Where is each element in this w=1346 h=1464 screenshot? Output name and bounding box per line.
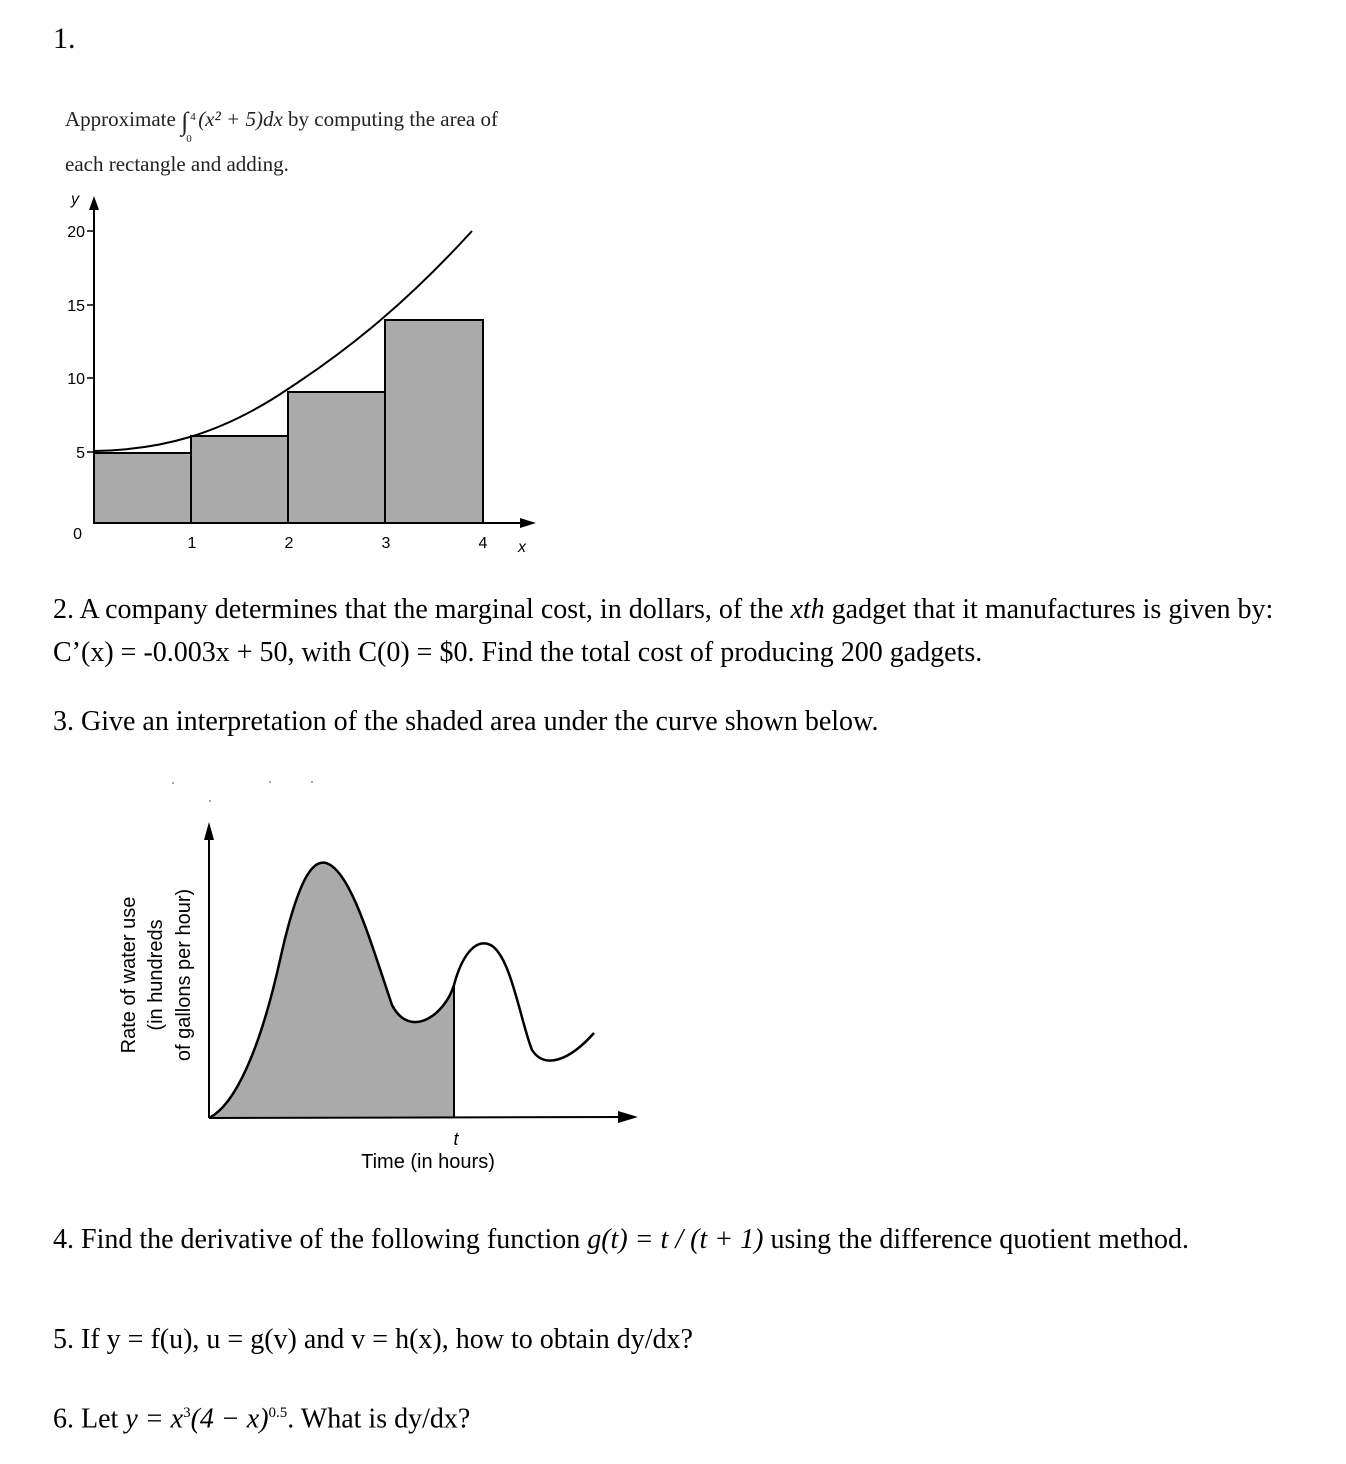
y-axis-label-line1: Rate of water use	[118, 896, 140, 1054]
q2-emphasis: xth	[790, 594, 825, 625]
x-axis-arrow-icon	[618, 1111, 638, 1123]
riemann-sum-chart	[40, 180, 560, 570]
integral-sign: ∫	[181, 107, 189, 136]
x-axis-label: Time (in hours)	[361, 1151, 495, 1173]
x-axis-label: x	[518, 539, 526, 556]
q6-suffix: . What is dy/dx?	[287, 1403, 471, 1435]
question-1-number: 1.	[53, 22, 76, 55]
y-tick-10: 10	[67, 371, 85, 388]
q2-text-cont: gadget that it manufactures is given by: C’(x) = -0.003x + 50, with C(0) = $0. Find the total cost of producing 200 gadgets.	[53, 594, 1274, 668]
y-tick-0: 0	[73, 526, 82, 543]
bar-2	[191, 436, 288, 523]
rectangles	[94, 320, 483, 523]
question-4	[53, 1218, 1313, 1261]
t-label: t	[453, 1129, 459, 1149]
prompt-text: by computing the area of	[288, 107, 498, 131]
q6-formula: y = x	[125, 1403, 184, 1435]
q4-text-cont: using the difference quotient method.	[763, 1224, 1190, 1255]
q6-exponent-2: 0.5	[268, 1405, 288, 1421]
integral-limits	[186, 106, 198, 145]
lower-limit: 0	[186, 133, 192, 145]
question-6	[53, 1392, 1313, 1440]
q4-text: 4. Find the derivative of the following function	[53, 1224, 588, 1255]
x-tick-3: 3	[381, 535, 391, 552]
question-3: 3. Give an interpretation of the shaded area under the curve shown below.	[53, 706, 879, 737]
y-axis-arrow-icon	[89, 196, 99, 210]
water-use-chart	[100, 760, 660, 1190]
y-axis-label-line3: of gallons per hour)	[173, 888, 195, 1062]
prompt-text: Approximate	[65, 107, 176, 131]
q2-text: 2. A company determines that the marginal cost, in dollars, of the	[53, 594, 791, 625]
y-tick-5: 5	[76, 445, 85, 462]
bar-4	[385, 320, 483, 523]
prompt-text-line2: each rectangle and adding.	[65, 152, 289, 176]
bar-3	[288, 392, 385, 523]
question-2	[53, 588, 1313, 674]
x-axis	[209, 1117, 625, 1118]
upper-limit: 4	[190, 111, 196, 123]
q6-exponent-1: 3	[183, 1405, 191, 1421]
y-axis-label: y	[71, 191, 79, 208]
shaded-area	[209, 863, 454, 1118]
q6-prefix: 6. Let	[53, 1403, 126, 1435]
y-axis-label-line2: (in hundreds	[145, 919, 167, 1031]
y-tick-15: 15	[67, 298, 85, 315]
x-tick-2: 2	[284, 535, 294, 552]
x-tick-4: 4	[478, 535, 488, 552]
integrand: (x² + 5)dx	[198, 107, 283, 131]
question-1-prompt	[65, 98, 625, 185]
x-tick-1: 1	[187, 535, 197, 552]
y-tick-20: 20	[67, 224, 85, 241]
q6-formula-mid: (4 − x)	[190, 1403, 269, 1435]
x-axis-arrow-icon	[520, 518, 536, 528]
q4-function: g(t) = t / (t + 1)	[587, 1224, 764, 1255]
question-5: 5. If y = f(u), u = g(v) and v = h(x), how to obtain dy/dx?	[53, 1324, 693, 1355]
y-axis-arrow-icon	[204, 822, 214, 840]
bar-1	[94, 453, 191, 523]
